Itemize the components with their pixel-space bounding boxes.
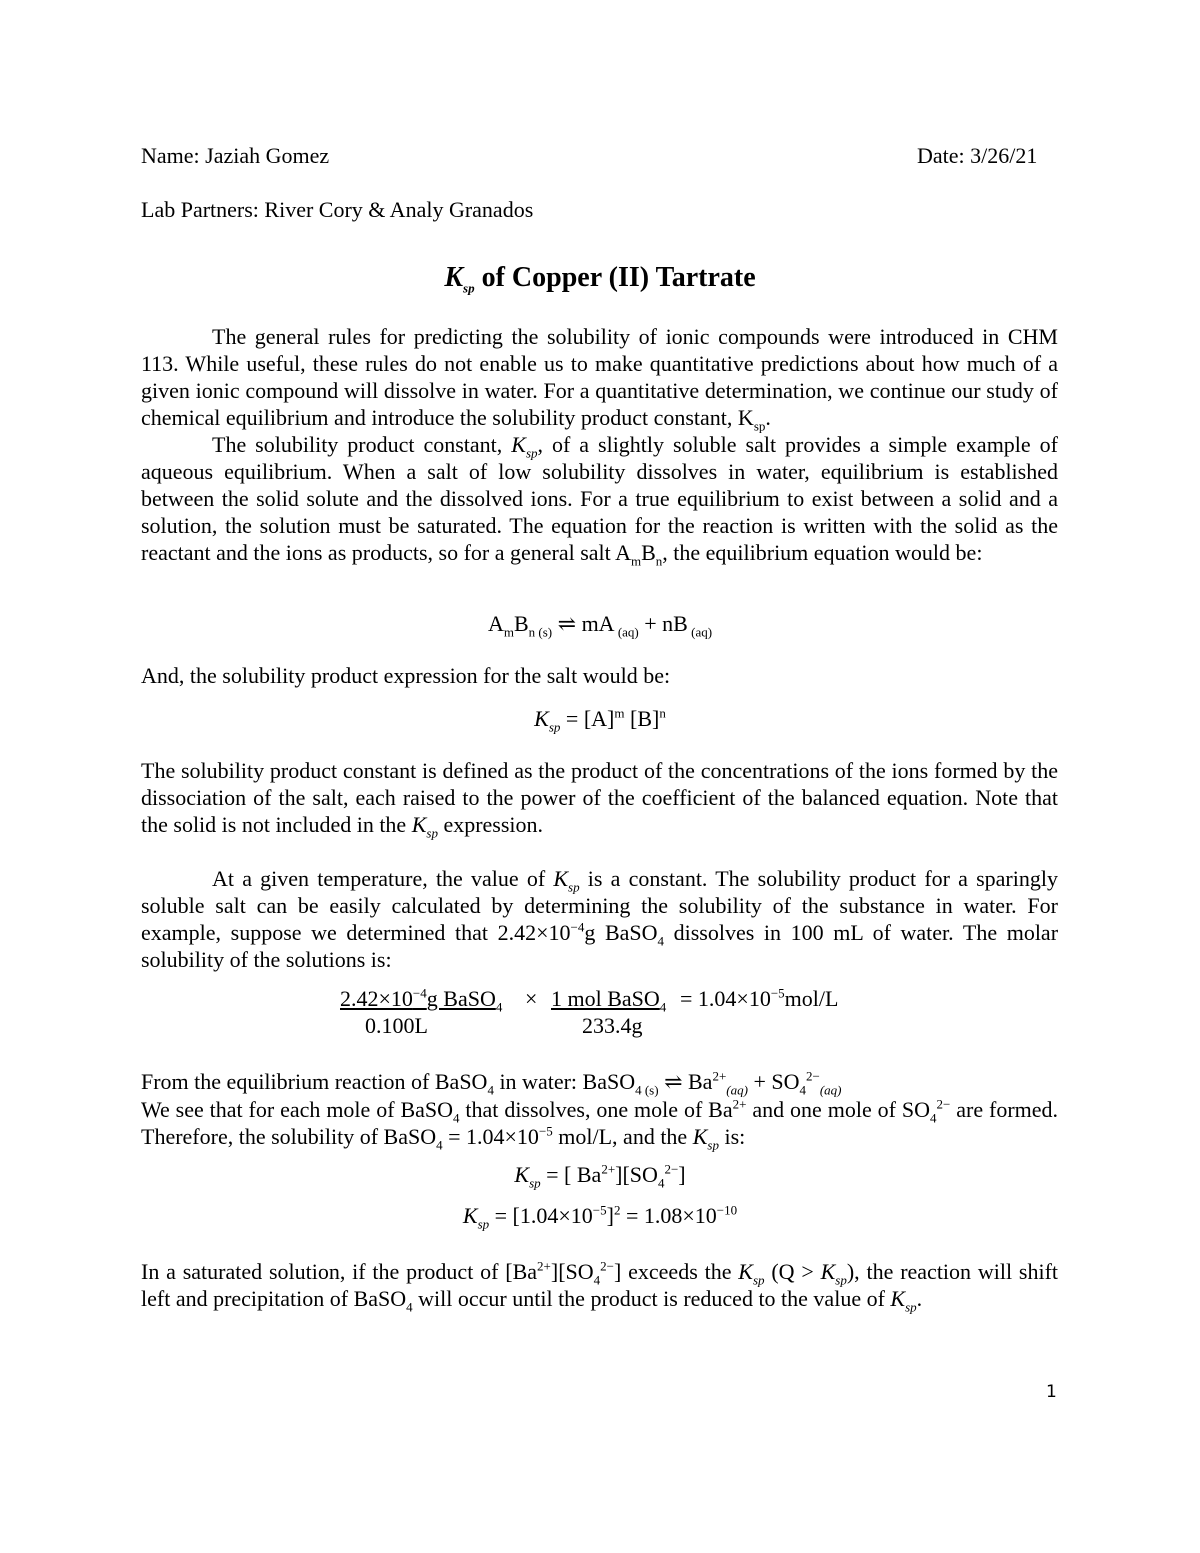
fraction-numerator-2: 1 mol BaSO$_4$ [551,986,667,1015]
saturated-paragraph: In a saturated solution, if the product of $[Ba^{2+}][SO_4^{2-}]$ exceeds the $K_{sp}$ $(Q > K_{sp})$, the reaction will shift left and precipitation of BaSO$_4$ will occur until the product is reduced to the value of $K_{sp}$. [141,1258,1059,1315]
expression-intro: And, the solubility product expression for the salt would be: [141,663,671,688]
fraction-numerator-1: $2.42\times 10^{-4}g$ BaSO$_4$ [340,985,503,1015]
page-title: $K_{sp}$ of Copper (II) Tartrate [444,262,756,296]
name-line: Name: Jaziah Gomez [141,143,330,168]
general-equilibrium-equation: $A_mB_{n (s)}$ ⇌ mA $_{(aq)}$ + nB $_{(aq)}$ [487,611,713,640]
each-mole-paragraph: We see that for each mole of BaSO$_4$ that dissolves, one mole of $Ba^{2+}$ and one mole of $SO_4^{2-}$ are formed. Therefore, the solubility of BaSO$_4$ = $1.04\times 10^{-5}$ mol/L, and the $K_{sp}$ is: [141,1096,1059,1153]
example-paragraph: At a given temperature, the value of $K_{sp}$ is a constant. The solubility product for a sparingly soluble salt can be easily calculated by determining the solubility of the substance in water. For example, suppose we determined that $2.42\times 10^{-4}g$ BaSO$_4$ dissolves in 100 mL of water. The molar solubility of the solutions is: [141,866,1059,972]
fraction-times: × [525,986,538,1011]
baso4-equilibrium-line: From the equilibrium reaction of BaSO$_4$ in water: BaSO$_{4 (s)}$ ⇌ $Ba^{2+}_{(aq)} + SO_4^{2-}_{(aq)}$ [141,1068,842,1098]
page-number: 1 [1046,1382,1057,1402]
lab-partners-line: Lab Partners: River Cory & Analy Granados [141,197,534,222]
fraction-denominator-1: 0.100L [365,1013,428,1038]
definition-paragraph: The solubility product constant is defined as the product of the concentrations of the ions formed by the dissociation of the salt, each raised to the power of the coefficient of the balanced equation. Note that the solid is not included in the $K_{sp}$ expression. [141,758,1058,841]
intro-paragraphs [141,323,1058,569]
intro-paragraph-1: The general rules for predicting the solubility of ionic compounds were introduced in CHM 113. While useful, these rules do not enable us to make quantitative predictions about how much of a given ionic compound will dissolve in water. For a quantitative determination, we continue our study of chemical equilibrium and introduce the solubility product constant, $K_{sp}$. [141,324,1058,434]
intro-paragraph-2: The solubility product constant, $K_{sp}$, of a slightly soluble salt provides a simple example of aqueous equilibrium. When a salt of low solubility dissolves in water, equilibrium is established between the solid solute and the dissolved ions. For a true equilibrium to exist between a solid and a solution, the solution must be saturated. The equation for the reaction is written with the solid as the reactant and the ions as products, so for a general salt $A_mB_n$, the equilibrium equation would be: [141,432,1058,569]
fraction-denominator-2: 233.4g [582,1013,643,1038]
date-line: Date: 3/26/21 [917,143,1038,168]
fraction-result: = $1.04\times 10^{-5}mol/L$ [680,985,839,1011]
ksp-baso4-value: $K_{sp} = [1.04\times 10^{-5}]^2 = 1.08\times 10^{-10}$ [462,1202,738,1232]
ksp-general-expression: $K_{sp} = [A]^m$ $[B]^n$ [534,705,666,735]
ksp-baso4-expression: $K_{sp}$ = [ $Ba^{2+}][SO_4^{2-}]$ [514,1161,686,1191]
